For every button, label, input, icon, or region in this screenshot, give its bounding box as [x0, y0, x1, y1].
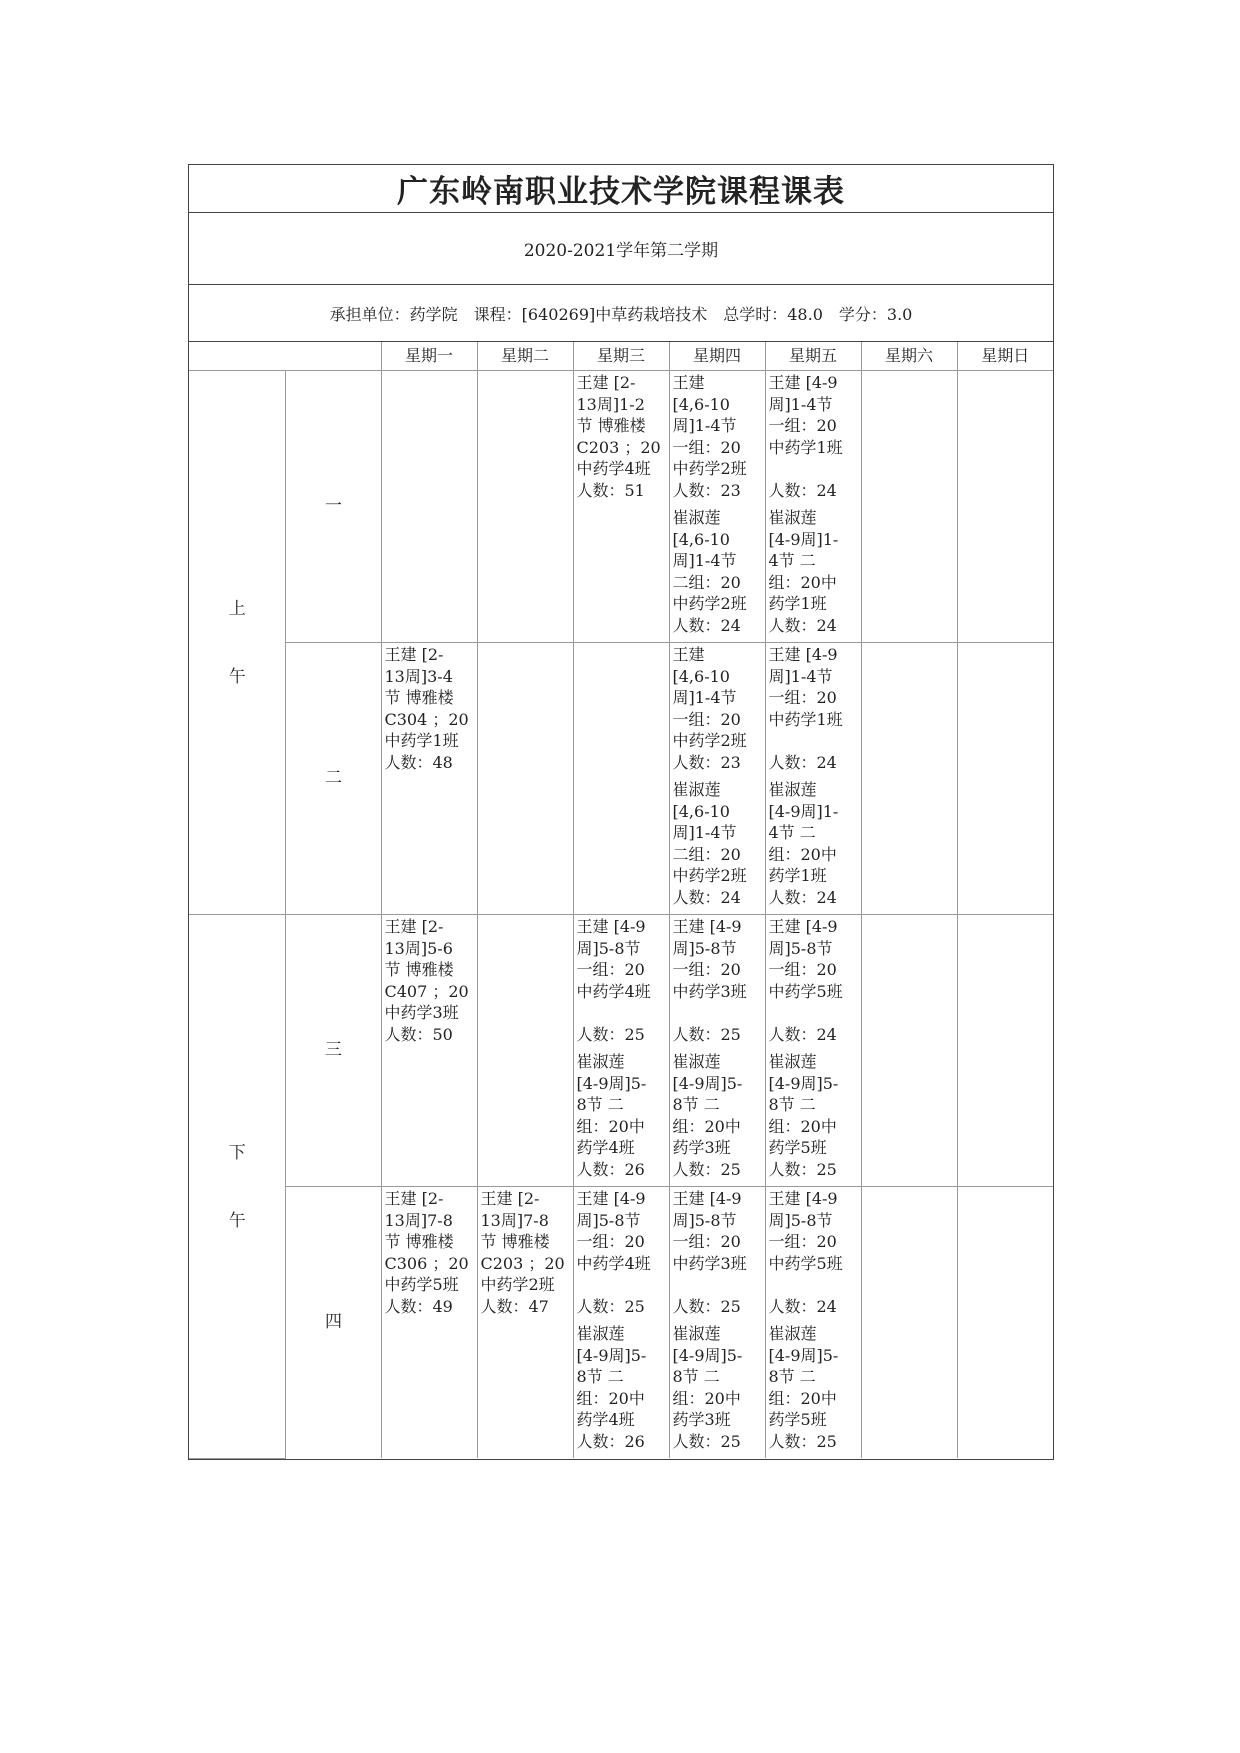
- entry-line: 一组：20: [576, 1232, 645, 1251]
- entry-line: 药学1班: [768, 594, 827, 613]
- half-day-cell: [189, 371, 285, 915]
- entry-line: 节 博雅楼: [384, 1232, 454, 1251]
- entry-line: [4-9周]5-: [576, 1073, 647, 1093]
- entry-line: 人数：47: [480, 1296, 549, 1316]
- entry-line: 王建 [2-: [384, 645, 444, 664]
- entry-line: 人数：23: [672, 752, 741, 772]
- entry-line: 一组：20: [672, 709, 741, 729]
- entry-line: 王建 [2-: [384, 1189, 444, 1208]
- entry-line: 中药学5班: [768, 1253, 843, 1273]
- entry-line: 药学3班: [672, 1138, 731, 1157]
- schedule-cell: [765, 371, 861, 643]
- entry-line: 组：20中: [768, 1116, 837, 1136]
- period-row: [189, 1187, 1053, 1459]
- entry-line: C203 ；20: [576, 437, 661, 457]
- entry-line: [4,6-10: [672, 666, 730, 686]
- entry-line: 中药学1班: [384, 731, 459, 750]
- entry-line: 13周]7-8: [384, 1210, 453, 1230]
- schedule-cell: [669, 915, 765, 1187]
- class-entry: [577, 916, 667, 1045]
- entry-line: [769, 1002, 859, 1024]
- schedule-cell: [669, 371, 765, 643]
- entry-line: 人数：24: [672, 887, 741, 907]
- schedule-cell: [573, 915, 669, 1187]
- class-entry: [673, 1188, 763, 1317]
- entry-line: 组：20中: [768, 572, 837, 592]
- entry-line: 一组：20: [768, 1232, 837, 1251]
- schedule-cell: [765, 1187, 861, 1459]
- entry-line: 崔淑莲: [768, 780, 817, 799]
- weekday-header: 星期五: [765, 342, 861, 371]
- half-day-char: 下: [228, 1142, 246, 1163]
- entry-line: 人数：24: [768, 887, 837, 907]
- class-entry: [385, 1188, 475, 1317]
- entry-line: 中药学2班: [672, 866, 747, 885]
- entry-line: 人数：50: [384, 1024, 453, 1044]
- entry-line: 人数：51: [576, 480, 645, 500]
- entry-line: [4-9周]5-: [672, 1345, 743, 1365]
- header-corner-cell: [189, 342, 381, 371]
- schedule-cell: [573, 1187, 669, 1459]
- weekday-header: 星期六: [861, 342, 957, 371]
- entry-line: 周]5-8节: [672, 1210, 737, 1230]
- entry-line: 中药学4班: [576, 1253, 651, 1273]
- entry-line: 节 博雅楼: [384, 688, 454, 707]
- schedule-cell: [381, 915, 477, 1187]
- entry-line: 王建: [672, 645, 705, 664]
- entry-line: 周]1-4节: [672, 688, 737, 707]
- course-name: 课程：[640269]中草药栽培技术: [473, 304, 708, 324]
- entry-line: 人数：25: [576, 1024, 645, 1044]
- class-entry: [673, 372, 763, 501]
- entry-line: 药学5班: [768, 1410, 827, 1429]
- entry-line: [769, 458, 859, 480]
- class-entry: [769, 372, 859, 501]
- term-label: 2020-2021学年第二学期: [189, 213, 1053, 285]
- entry-line: 中药学4班: [576, 981, 651, 1001]
- entry-line: 周]5-8节: [768, 1210, 833, 1230]
- teaching-unit: 承担单位：药学院: [329, 304, 458, 324]
- entry-line: 周]5-8节: [576, 938, 641, 958]
- schedule-cell: [957, 643, 1053, 915]
- entry-line: 组：20中: [768, 844, 837, 864]
- entry-line: 4节 二: [768, 823, 816, 842]
- entry-line: 王建 [4-9: [768, 373, 838, 392]
- entry-line: 人数：25: [672, 1024, 741, 1044]
- class-entry: [577, 1323, 667, 1452]
- schedule-cell: [765, 643, 861, 915]
- half-day-cell: [189, 915, 285, 1459]
- entry-line: [4-9周]5-: [576, 1345, 647, 1365]
- entry-line: 人数：24: [672, 615, 741, 635]
- class-entry: [673, 644, 763, 773]
- schedule-cell: [381, 371, 477, 643]
- entry-line: 一组：20: [672, 1232, 741, 1251]
- entry-line: 中药学1班: [768, 709, 843, 729]
- entry-line: 药学5班: [768, 1138, 827, 1157]
- entry-line: [4-9周]1-: [768, 801, 839, 821]
- entry-line: [4-9周]5-: [768, 1345, 839, 1365]
- class-entry: [481, 1188, 571, 1317]
- schedule-cell: [477, 915, 573, 1187]
- period-label: 四: [285, 1187, 381, 1459]
- schedule-cell: [957, 1187, 1053, 1459]
- weekday-header: 星期二: [477, 342, 573, 371]
- entry-line: 人数：25: [672, 1431, 741, 1451]
- entry-line: 周]5-8节: [768, 938, 833, 958]
- schedule-cell: [477, 1187, 573, 1459]
- schedule-cell: [861, 1187, 957, 1459]
- entry-line: 8节 二: [576, 1095, 624, 1114]
- entry-line: 崔淑莲: [768, 508, 817, 527]
- entry-line: 4节 二: [768, 551, 816, 570]
- class-entry: [673, 779, 763, 908]
- entry-line: 崔淑莲: [672, 508, 721, 527]
- half-day-char: 午: [228, 1210, 246, 1231]
- entry-line: C407 ；20: [384, 981, 469, 1001]
- class-entry: [673, 916, 763, 1045]
- entry-line: 13周]3-4: [384, 666, 453, 686]
- entry-line: 周]5-8节: [672, 938, 737, 958]
- entry-line: 13周]1-2: [576, 394, 645, 414]
- entry-line: [4,6-10: [672, 529, 730, 549]
- entry-line: 周]5-8节: [576, 1210, 641, 1230]
- entry-line: 一组：20: [672, 960, 741, 979]
- entry-line: 人数：25: [576, 1296, 645, 1316]
- entry-line: [769, 1274, 859, 1296]
- entry-line: 王建: [672, 373, 705, 392]
- class-entry: [385, 916, 475, 1045]
- entry-line: 中药学2班: [672, 731, 747, 750]
- schedule-cell: [957, 915, 1053, 1187]
- period-row: [189, 915, 1053, 1187]
- entry-line: 组：20中: [672, 1116, 741, 1136]
- schedule-cell: [669, 1187, 765, 1459]
- entry-line: 周]1-4节: [672, 416, 737, 435]
- schedule-cell: [861, 371, 957, 643]
- entry-line: 人数：25: [768, 1159, 837, 1179]
- entry-line: 组：20中: [768, 1388, 837, 1408]
- entry-line: 人数：24: [768, 480, 837, 500]
- entry-line: 崔淑莲: [768, 1052, 817, 1071]
- entry-line: 崔淑莲: [576, 1324, 625, 1343]
- schedule-cell: [957, 371, 1053, 643]
- entry-line: 中药学2班: [480, 1275, 555, 1294]
- entry-line: C304 ；20: [384, 709, 469, 729]
- entry-line: 人数：24: [768, 1296, 837, 1316]
- entry-line: 人数：24: [768, 615, 837, 635]
- entry-line: 王建 [4-9: [576, 917, 646, 936]
- entry-line: [577, 1002, 667, 1024]
- entry-line: 中药学3班: [672, 981, 747, 1001]
- entry-line: 王建 [4-9: [768, 917, 838, 936]
- timetable-title: 广东岭南职业技术学院课程课表: [189, 165, 1053, 213]
- weekday-header: 星期一: [381, 342, 477, 371]
- entry-line: 中药学4班: [576, 459, 651, 478]
- entry-line: 周]1-4节: [768, 666, 833, 686]
- entry-line: 王建 [2-: [480, 1189, 540, 1208]
- entry-line: 王建 [4-9: [672, 917, 742, 936]
- entry-line: 周]1-4节: [768, 394, 833, 414]
- class-entry: [673, 507, 763, 636]
- entry-line: 人数：25: [672, 1159, 741, 1179]
- entry-line: 组：20中: [576, 1388, 645, 1408]
- entry-line: 13周]7-8: [480, 1210, 549, 1230]
- entry-line: [577, 1274, 667, 1296]
- entry-line: 人数：25: [672, 1296, 741, 1316]
- entry-line: 一组：20: [768, 960, 837, 979]
- class-entry: [385, 644, 475, 773]
- class-entry: [673, 1051, 763, 1180]
- entry-line: 王建 [4-9: [768, 1189, 838, 1208]
- weekday-header: 星期日: [957, 342, 1053, 371]
- schedule-cell: [861, 643, 957, 915]
- entry-line: 8节 二: [672, 1095, 720, 1114]
- schedule-cell: [573, 371, 669, 643]
- class-entry: [769, 916, 859, 1045]
- schedule-cell: [381, 1187, 477, 1459]
- entry-line: 王建 [4-9: [576, 1189, 646, 1208]
- timetable-sheet: [188, 164, 1054, 1460]
- entry-line: 人数：25: [768, 1431, 837, 1451]
- entry-line: 药学4班: [576, 1138, 635, 1157]
- half-day-char: 午: [228, 667, 246, 687]
- entry-line: [673, 1002, 763, 1024]
- entry-line: 一组：20: [768, 416, 837, 435]
- class-entry: [577, 1051, 667, 1180]
- entry-line: 崔淑莲: [672, 1052, 721, 1071]
- entry-line: [4-9周]5-: [672, 1073, 743, 1093]
- entry-line: 组：20中: [576, 1116, 645, 1136]
- class-entry: [673, 1323, 763, 1452]
- entry-line: 王建 [2-: [384, 917, 444, 936]
- entry-line: 王建 [4-9: [672, 1189, 742, 1208]
- entry-line: 王建 [2-: [576, 373, 636, 392]
- course-info-row: [189, 285, 1053, 342]
- entry-line: 13周]5-6: [384, 938, 453, 958]
- entry-line: 药学4班: [576, 1410, 635, 1429]
- class-entry: [769, 1323, 859, 1452]
- entry-line: 人数：48: [384, 752, 453, 772]
- entry-line: 中药学3班: [384, 1003, 459, 1022]
- entry-line: 中药学3班: [672, 1253, 747, 1273]
- entry-line: 周]1-4节: [672, 823, 737, 842]
- entry-line: [4-9周]5-: [768, 1073, 839, 1093]
- class-entry: [769, 644, 859, 773]
- entry-line: 节 博雅楼: [480, 1232, 550, 1251]
- entry-line: 人数：26: [576, 1431, 645, 1451]
- entry-line: 二组：20: [672, 572, 741, 592]
- entry-line: [4,6-10: [672, 394, 730, 414]
- half-day-char: 上: [228, 599, 246, 619]
- entry-line: C203 ；20: [480, 1253, 565, 1273]
- schedule-cell: [381, 643, 477, 915]
- entry-line: 药学3班: [672, 1410, 731, 1429]
- schedule-grid: [189, 342, 1053, 1459]
- entry-line: 8节 二: [768, 1095, 816, 1114]
- class-entry: [769, 1188, 859, 1317]
- entry-line: 一组：20: [672, 437, 741, 457]
- period-row: [189, 643, 1053, 915]
- entry-line: 崔淑莲: [576, 1052, 625, 1071]
- schedule-cell: [573, 643, 669, 915]
- period-label: 二: [285, 643, 381, 915]
- entry-line: 组：20中: [672, 1388, 741, 1408]
- entry-line: [4,6-10: [672, 801, 730, 821]
- entry-line: 二组：20: [672, 844, 741, 864]
- entry-line: 一组：20: [576, 960, 645, 979]
- class-entry: [577, 372, 667, 501]
- period-label: 一: [285, 371, 381, 643]
- class-entry: [769, 779, 859, 908]
- entry-line: 人数：49: [384, 1296, 453, 1316]
- entry-line: 中药学2班: [672, 459, 747, 478]
- credits: 学分：3.0: [838, 304, 913, 324]
- schedule-cell: [765, 915, 861, 1187]
- schedule-cell: [669, 643, 765, 915]
- entry-line: 中药学2班: [672, 594, 747, 613]
- class-entry: [769, 1051, 859, 1180]
- weekday-header: 星期四: [669, 342, 765, 371]
- entry-line: 节 博雅楼: [384, 960, 454, 979]
- entry-line: 节 博雅楼: [576, 416, 646, 435]
- class-entry: [769, 507, 859, 636]
- entry-line: 崔淑莲: [768, 1324, 817, 1343]
- weekday-header: 星期三: [573, 342, 669, 371]
- entry-line: 中药学5班: [384, 1275, 459, 1294]
- entry-line: 周]1-4节: [672, 551, 737, 570]
- entry-line: 王建 [4-9: [768, 645, 838, 664]
- entry-line: 药学1班: [768, 866, 827, 885]
- class-entry: [577, 1188, 667, 1317]
- weekday-header-row: [189, 342, 1053, 371]
- schedule-cell: [477, 643, 573, 915]
- entry-line: 8节 二: [672, 1367, 720, 1386]
- total-hours: 总学时：48.0: [723, 304, 823, 324]
- entry-line: 人数：24: [768, 1024, 837, 1044]
- entry-line: [4-9周]1-: [768, 529, 839, 549]
- entry-line: 人数：26: [576, 1159, 645, 1179]
- period-label: 三: [285, 915, 381, 1187]
- entry-line: 崔淑莲: [672, 780, 721, 799]
- schedule-cell: [861, 915, 957, 1187]
- entry-line: 中药学1班: [768, 437, 843, 457]
- entry-line: C306 ；20: [384, 1253, 469, 1273]
- entry-line: 人数：24: [768, 752, 837, 772]
- entry-line: [769, 730, 859, 752]
- entry-line: [673, 1274, 763, 1296]
- entry-line: 崔淑莲: [672, 1324, 721, 1343]
- period-row: [189, 371, 1053, 643]
- entry-line: 中药学5班: [768, 981, 843, 1001]
- schedule-cell: [477, 371, 573, 643]
- entry-line: 一组：20: [768, 688, 837, 707]
- entry-line: 8节 二: [576, 1367, 624, 1386]
- entry-line: 8节 二: [768, 1367, 816, 1386]
- entry-line: 人数：23: [672, 480, 741, 500]
